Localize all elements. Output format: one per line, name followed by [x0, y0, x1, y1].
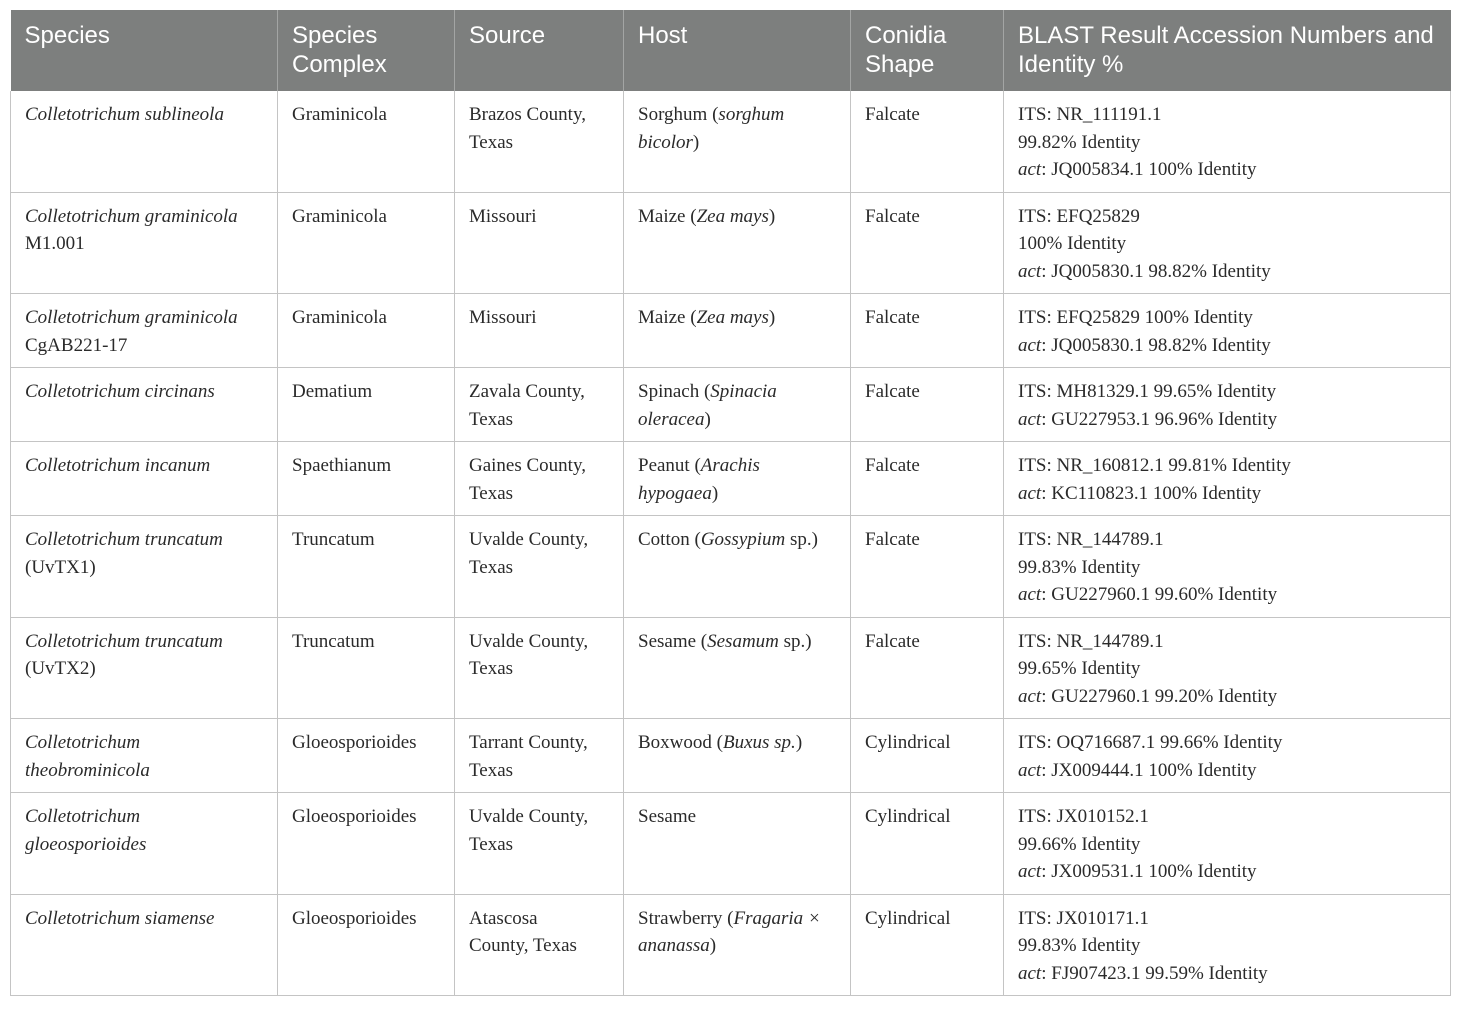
- header-species-complex: Species Complex: [278, 10, 455, 91]
- plain-text: 99.83% Identity: [1018, 556, 1141, 578]
- table-row: [11, 91, 1451, 192]
- blast-line: [1018, 729, 1436, 757]
- table-row: [11, 368, 1451, 442]
- plain-text: ITS: OQ716687.1 99.66% Identity: [1018, 732, 1283, 753]
- blast-line: [1018, 581, 1436, 609]
- italic-text: act: [1018, 334, 1042, 356]
- host: [638, 905, 833, 960]
- source: Uvalde County, Texas: [469, 806, 589, 855]
- host-cell: [624, 793, 851, 895]
- plain-text: Maize (: [638, 205, 697, 227]
- source: Brazos County, Texas: [469, 104, 586, 153]
- plain-text: (UvTX2): [25, 658, 96, 679]
- plain-text: CgAB221-17: [25, 334, 128, 356]
- conidia-shape-cell: [851, 793, 1004, 895]
- conidia-shape-cell: [851, 442, 1004, 516]
- blast-line: [1018, 683, 1436, 711]
- host-cell: [624, 368, 851, 442]
- host: [638, 304, 833, 332]
- species-complex-cell: [278, 442, 455, 516]
- species-name: [25, 628, 240, 683]
- plain-text: : JX009531.1 100% Identity: [1041, 861, 1257, 882]
- species-cell: [11, 192, 278, 294]
- conidia-shape-cell: [851, 516, 1004, 618]
- conidia-shape-cell: [851, 91, 1004, 192]
- species-cell: [11, 442, 278, 516]
- species-complex-cell: [278, 516, 455, 618]
- species-complex: Graminicola: [292, 307, 387, 328]
- species-complex: Graminicola: [292, 104, 387, 125]
- italic-text: Spinacia oleracea: [638, 381, 777, 430]
- source-cell: [455, 894, 624, 996]
- species-cell: [11, 294, 278, 368]
- conidia-shape-cell: [851, 719, 1004, 793]
- blast-result-cell: [1004, 91, 1451, 192]
- plain-text: ): [692, 131, 700, 153]
- italic-text: Colletotrichum sublineola: [25, 104, 224, 125]
- plain-text: Strawberry (: [638, 907, 734, 929]
- italic-text: act: [1018, 159, 1042, 180]
- italic-text: Colletotrichum circinans: [25, 381, 215, 402]
- italic-text: act: [1018, 408, 1042, 430]
- host: [638, 628, 833, 656]
- plain-text: : JQ005830.1 98.82% Identity: [1041, 334, 1271, 356]
- header-species: Species: [11, 10, 278, 91]
- blast-line: [1018, 905, 1436, 933]
- plain-text: 99.65% Identity: [1018, 658, 1141, 679]
- species-complex-cell: [278, 894, 455, 996]
- italic-text: Colletotrichum graminicola: [25, 307, 238, 328]
- italic-text: Zea mays: [696, 205, 769, 227]
- host-cell: [624, 894, 851, 996]
- host-cell: [624, 516, 851, 618]
- plain-text: ITS: NR_111191.1: [1018, 104, 1162, 125]
- table-row: [11, 442, 1451, 516]
- plain-text: 99.83% Identity: [1018, 935, 1141, 956]
- species-complex: Gloeosporioides: [292, 907, 417, 929]
- italic-text: Gossypium: [700, 529, 786, 550]
- species-complex-cell: [278, 719, 455, 793]
- plain-text: : KC110823.1 100% Identity: [1041, 482, 1262, 504]
- plain-text: ITS: NR_144789.1: [1018, 529, 1164, 550]
- plain-text: ITS: EFQ25829 100% Identity: [1018, 307, 1253, 328]
- species-cell: [11, 516, 278, 618]
- host: [638, 101, 833, 156]
- conidia-shape: Cylindrical: [865, 907, 951, 929]
- plain-text: : GU227953.1 96.96% Identity: [1041, 408, 1278, 430]
- host-cell: [624, 442, 851, 516]
- host: [638, 803, 833, 831]
- plain-text: sp.): [785, 529, 818, 550]
- species-complex: Dematium: [292, 381, 373, 402]
- blast-line: [1018, 803, 1436, 831]
- table-row: [11, 719, 1451, 793]
- host-cell: [624, 294, 851, 368]
- species-table: [10, 10, 1451, 996]
- italic-text: Colletotrichum gloeosporioides: [25, 806, 147, 855]
- source-cell: [455, 617, 624, 719]
- source-cell: [455, 368, 624, 442]
- source-cell: [455, 516, 624, 618]
- plain-text: : FJ907423.1 99.59% Identity: [1041, 962, 1268, 984]
- species-complex: Graminicola: [292, 205, 387, 227]
- blast-result-cell: [1004, 192, 1451, 294]
- host-cell: [624, 719, 851, 793]
- blast-result-cell: [1004, 793, 1451, 895]
- italic-text: act: [1018, 260, 1042, 282]
- plain-text: ITS: NR_144789.1: [1018, 630, 1164, 652]
- conidia-shape: Cylindrical: [865, 732, 951, 753]
- plain-text: ): [768, 307, 776, 328]
- table-row: [11, 793, 1451, 895]
- italic-text: Colletotrichum truncatum: [25, 529, 223, 550]
- blast-line: [1018, 203, 1436, 231]
- species-cell: [11, 719, 278, 793]
- blast-line: [1018, 480, 1436, 508]
- species-complex: Truncatum: [292, 630, 375, 652]
- source: Zavala County, Texas: [469, 381, 585, 430]
- source: Missouri: [469, 307, 537, 328]
- species-name: [25, 526, 240, 581]
- species-name: [25, 905, 240, 933]
- header-host: Host: [624, 10, 851, 91]
- blast-line: [1018, 526, 1436, 554]
- species-complex-cell: [278, 294, 455, 368]
- blast-line: [1018, 452, 1436, 480]
- blast-result-cell: [1004, 368, 1451, 442]
- conidia-shape-cell: [851, 192, 1004, 294]
- plain-text: sp.): [778, 630, 812, 652]
- host: [638, 729, 833, 757]
- plain-text: Boxwood (: [638, 732, 723, 753]
- blast-line: [1018, 156, 1436, 184]
- header-conidia-shape: Conidia Shape: [851, 10, 1004, 91]
- source-cell: [455, 442, 624, 516]
- italic-text: Arachis hypogaea: [638, 455, 760, 504]
- italic-text: Zea mays: [696, 307, 769, 328]
- plain-text: ): [711, 482, 719, 504]
- plain-text: Cotton (: [638, 529, 701, 550]
- conidia-shape: Falcate: [865, 455, 920, 476]
- header-row: [11, 10, 1451, 91]
- source: Uvalde County, Texas: [469, 630, 589, 679]
- source-cell: [455, 294, 624, 368]
- plain-text: ): [768, 205, 776, 227]
- italic-text: act: [1018, 861, 1042, 882]
- species-name: [25, 729, 240, 784]
- species-complex: Gloeosporioides: [292, 732, 417, 753]
- italic-text: act: [1018, 584, 1042, 605]
- source: Tarrant County, Texas: [469, 732, 588, 781]
- blast-line: [1018, 858, 1436, 886]
- italic-text: act: [1018, 685, 1042, 707]
- blast-line: [1018, 932, 1436, 960]
- conidia-shape-cell: [851, 294, 1004, 368]
- conidia-shape-cell: [851, 368, 1004, 442]
- table-row: [11, 516, 1451, 618]
- source-cell: [455, 192, 624, 294]
- species-complex-cell: [278, 368, 455, 442]
- blast-result-cell: [1004, 442, 1451, 516]
- species-name: [25, 803, 240, 858]
- species-name: [25, 203, 240, 258]
- source-cell: [455, 91, 624, 192]
- blast-line: [1018, 258, 1436, 286]
- species-cell: [11, 793, 278, 895]
- plain-text: : GU227960.1 99.20% Identity: [1041, 685, 1278, 707]
- plain-text: ITS: JX010152.1: [1018, 806, 1149, 827]
- species-cell: [11, 91, 278, 192]
- plain-text: Spinach (: [638, 381, 711, 402]
- table-body: [11, 91, 1451, 996]
- species-name: [25, 101, 240, 129]
- conidia-shape: Falcate: [865, 381, 920, 402]
- italic-text: Fragaria × ananassa: [638, 907, 821, 956]
- italic-text: Colletotrichum theobrominicola: [25, 732, 150, 781]
- table-row: [11, 617, 1451, 719]
- plain-text: 99.66% Identity: [1018, 833, 1141, 855]
- italic-text: act: [1018, 759, 1042, 781]
- header-source: Source: [455, 10, 624, 91]
- conidia-shape: Falcate: [865, 630, 920, 652]
- conidia-shape: Cylindrical: [865, 806, 951, 827]
- blast-line: [1018, 101, 1436, 129]
- plain-text: : GU227960.1 99.60% Identity: [1041, 584, 1278, 605]
- italic-text: Colletotrichum siamense: [25, 907, 215, 929]
- species-complex-cell: [278, 192, 455, 294]
- blast-line: [1018, 230, 1436, 258]
- species-cell: [11, 894, 278, 996]
- host: [638, 203, 833, 231]
- blast-line: [1018, 960, 1436, 988]
- blast-result-cell: [1004, 294, 1451, 368]
- plain-text: ): [709, 935, 717, 956]
- italic-text: act: [1018, 482, 1042, 504]
- conidia-shape-cell: [851, 617, 1004, 719]
- conidia-shape: Falcate: [865, 104, 920, 125]
- host: [638, 526, 833, 554]
- plain-text: Peanut (: [638, 455, 701, 476]
- plain-text: Sesame (: [638, 630, 708, 652]
- source: Uvalde County, Texas: [469, 529, 589, 578]
- plain-text: ITS: JX010171.1: [1018, 907, 1149, 929]
- table-row: [11, 294, 1451, 368]
- species-complex: Truncatum: [292, 529, 375, 550]
- italic-text: Buxus sp.: [722, 732, 796, 753]
- host: [638, 452, 833, 507]
- source: Gaines County, Texas: [469, 455, 586, 504]
- species-complex-cell: [278, 91, 455, 192]
- species-name: [25, 452, 240, 480]
- italic-text: sorghum bicolor: [638, 104, 785, 153]
- conidia-shape: Falcate: [865, 205, 920, 227]
- blast-line: [1018, 628, 1436, 656]
- blast-line: [1018, 332, 1436, 360]
- source: Missouri: [469, 205, 537, 227]
- blast-result-cell: [1004, 719, 1451, 793]
- blast-line: [1018, 757, 1436, 785]
- italic-text: Colletotrichum truncatum: [25, 630, 223, 652]
- plain-text: : JQ005830.1 98.82% Identity: [1041, 260, 1271, 282]
- source: Atascosa County, Texas: [469, 907, 577, 956]
- conidia-shape-cell: [851, 894, 1004, 996]
- blast-line: [1018, 304, 1436, 332]
- italic-text: Sesamum: [707, 630, 779, 652]
- table-row: [11, 192, 1451, 294]
- species-name: [25, 304, 240, 359]
- blast-result-cell: [1004, 894, 1451, 996]
- blast-line: [1018, 129, 1436, 157]
- blast-line: [1018, 378, 1436, 406]
- plain-text: Maize (: [638, 307, 697, 328]
- italic-text: act: [1018, 962, 1042, 984]
- species-complex: Gloeosporioides: [292, 806, 417, 827]
- species-complex-cell: [278, 793, 455, 895]
- plain-text: (UvTX1): [25, 556, 96, 578]
- host-cell: [624, 91, 851, 192]
- italic-text: Colletotrichum graminicola: [25, 205, 238, 227]
- plain-text: : JX009444.1 100% Identity: [1041, 759, 1257, 781]
- plain-text: Sorghum (: [638, 104, 719, 125]
- table-row: [11, 894, 1451, 996]
- host-cell: [624, 192, 851, 294]
- blast-line: [1018, 406, 1436, 434]
- plain-text: 99.82% Identity: [1018, 131, 1141, 153]
- species-complex: Spaethianum: [292, 455, 392, 476]
- host: [638, 378, 833, 433]
- species-name: [25, 378, 240, 406]
- blast-line: [1018, 831, 1436, 859]
- plain-text: ): [704, 408, 711, 430]
- blast-line: [1018, 554, 1436, 582]
- plain-text: ITS: NR_160812.1 99.81% Identity: [1018, 455, 1291, 476]
- species-cell: [11, 617, 278, 719]
- plain-text: ITS: MH81329.1 99.65% Identity: [1018, 381, 1277, 402]
- conidia-shape: Falcate: [865, 529, 920, 550]
- italic-text: Colletotrichum incanum: [25, 455, 211, 476]
- plain-text: : JQ005834.1 100% Identity: [1041, 159, 1257, 180]
- conidia-shape: Falcate: [865, 307, 920, 328]
- plain-text: Sesame: [638, 806, 697, 827]
- blast-result-cell: [1004, 516, 1451, 618]
- source-cell: [455, 793, 624, 895]
- header-blast-result: BLAST Result Accession Numbers and Identity %: [1004, 10, 1451, 91]
- blast-result-cell: [1004, 617, 1451, 719]
- source-cell: [455, 719, 624, 793]
- species-cell: [11, 368, 278, 442]
- blast-line: [1018, 655, 1436, 683]
- host-cell: [624, 617, 851, 719]
- plain-text: M1.001: [25, 233, 85, 254]
- species-complex-cell: [278, 617, 455, 719]
- plain-text: ITS: EFQ25829: [1018, 205, 1140, 227]
- plain-text: ): [795, 732, 803, 753]
- plain-text: 100% Identity: [1018, 233, 1127, 254]
